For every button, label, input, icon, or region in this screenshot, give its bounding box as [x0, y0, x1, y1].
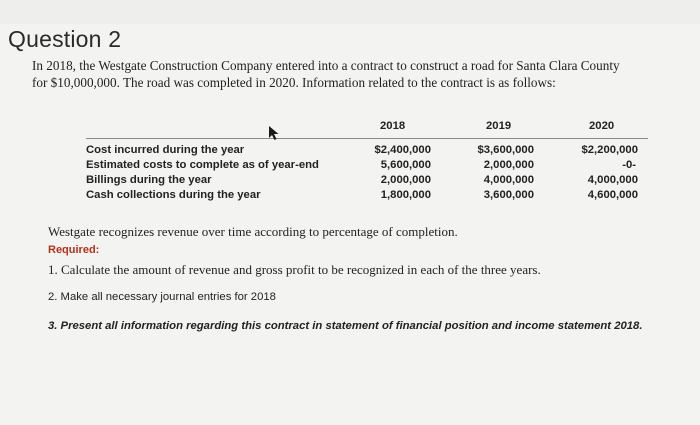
row-value-2019: 3,600,000 [483, 189, 534, 201]
header-divider [86, 138, 648, 139]
requirement-item-3: 3. Present all information regarding this contract in statement of financial position and income statement 2018. [48, 320, 643, 332]
question-intro [32, 57, 692, 91]
row-value-2019: $3,600,000 [477, 144, 534, 156]
column-header-2018: 2018 [380, 120, 406, 132]
row-value-2020: 4,600,000 [587, 189, 638, 201]
row-value-2020: -0- [622, 159, 636, 171]
contract-table [86, 116, 646, 206]
recognition-note: Westgate recognizes revenue over time according to percentage of completion. [48, 224, 458, 239]
row-label: Billings during the year [86, 174, 212, 186]
column-header-2019: 2019 [486, 120, 512, 132]
mouse-cursor-icon [268, 125, 282, 141]
row-value-2020: $2,200,000 [581, 144, 638, 156]
question-title: Question 2 [8, 26, 122, 52]
column-header-2020: 2020 [589, 120, 615, 132]
top-bar [0, 0, 700, 24]
required-label: Required: [48, 244, 100, 256]
row-label: Estimated costs to complete as of year-end [86, 159, 319, 171]
requirement-item-2: 2. Make all necessary journal entries for 2018 [48, 291, 276, 303]
row-label: Cash collections during the year [86, 189, 261, 201]
row-value-2020: 4,000,000 [587, 174, 638, 186]
row-value-2018: 5,600,000 [380, 159, 431, 171]
intro-line-2: for $10,000,000. The road was completed in 2020. Information related to the contract is as follows: [32, 75, 556, 90]
requirement-item-1: 1. Calculate the amount of revenue and gross profit to be recognized in each of the three years. [48, 262, 541, 277]
row-value-2019: 4,000,000 [483, 174, 534, 186]
intro-line-1: In 2018, the Westgate Construction Company entered into a contract to construct a road for Santa Clara County [32, 58, 620, 73]
row-value-2019: 2,000,000 [483, 159, 534, 171]
table-row [86, 159, 646, 173]
row-value-2018: $2,400,000 [374, 144, 431, 156]
row-value-2018: 2,000,000 [380, 174, 431, 186]
table-row [86, 189, 646, 203]
row-label: Cost incurred during the year [86, 144, 245, 156]
table-row [86, 144, 646, 158]
table-row [86, 174, 646, 188]
row-value-2018: 1,800,000 [380, 189, 431, 201]
